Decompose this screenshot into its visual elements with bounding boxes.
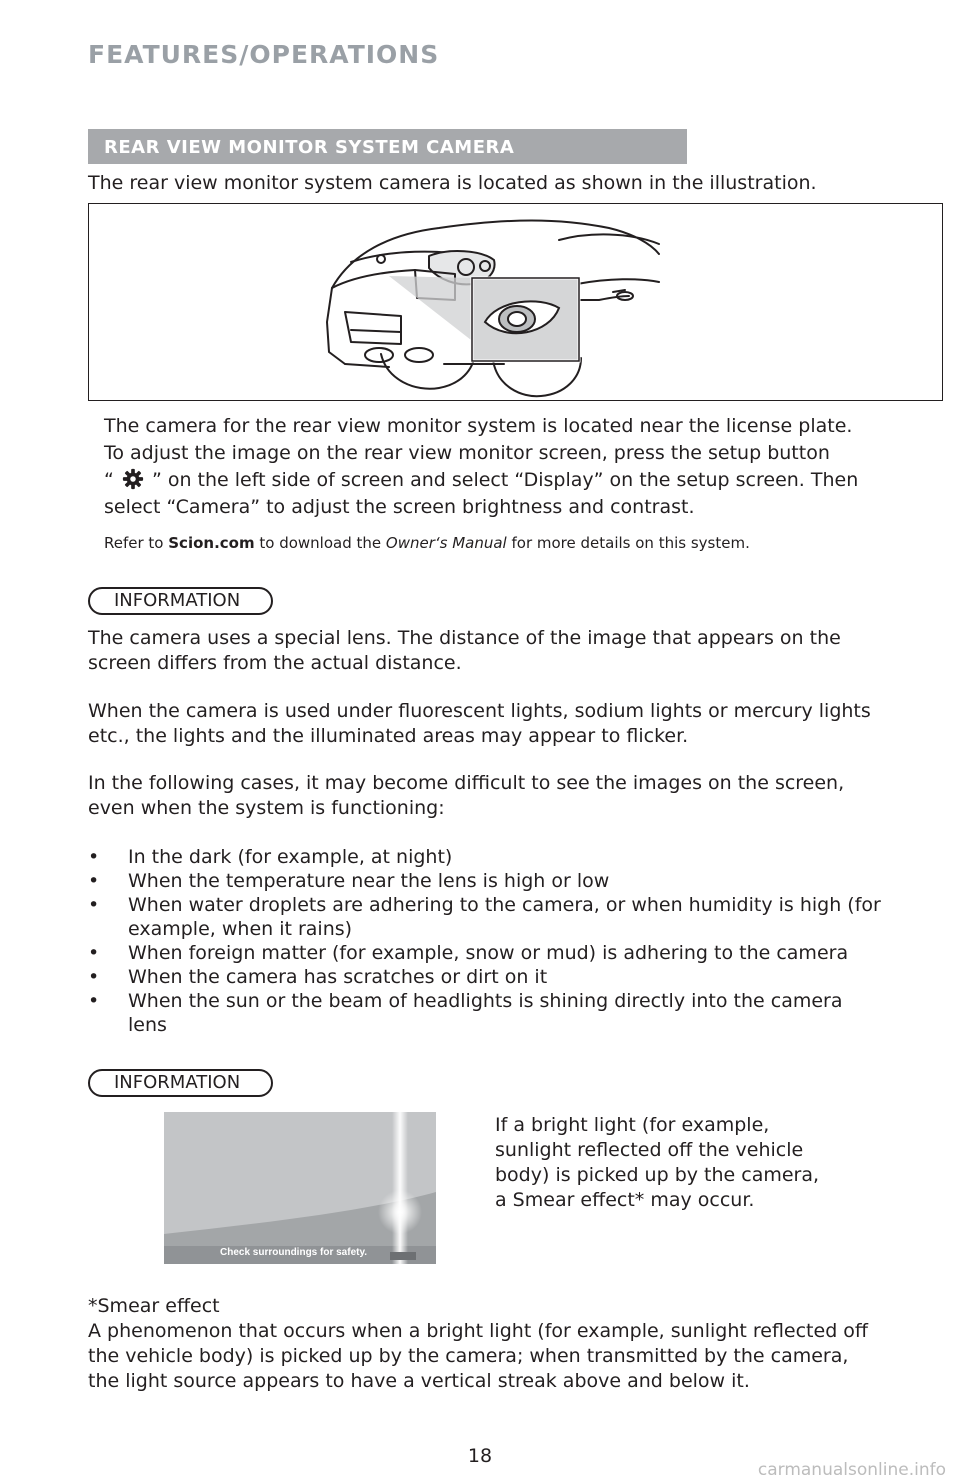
list-item: • When the sun or the beam of headlights is shining directly into the camera lens xyxy=(86,989,886,1037)
information-label-1: INFORMATION xyxy=(88,587,273,615)
info2-text-line2: sunlight reflected off the vehicle xyxy=(495,1139,804,1161)
footnote-line3: the light source appears to have a vertical streak above and below it. xyxy=(88,1370,750,1392)
list-item: • When foreign matter (for example, snow or mud) is adhering to the camera xyxy=(86,941,886,965)
refer-note xyxy=(104,533,750,553)
info1-p2-line2: etc., the lights and the illuminated areas may appear to flicker. xyxy=(88,725,689,747)
info1-p1-line2: screen differs from the actual distance. xyxy=(88,652,462,674)
owners-manual-title: Owner‘s Manual xyxy=(385,534,507,552)
car-rear-illustration xyxy=(89,204,944,402)
open-quote: “ xyxy=(104,469,114,491)
section-bar-title: REAR VIEW MONITOR SYSTEM CAMERA xyxy=(104,137,515,158)
footnote-line2: the vehicle body) is picked up by the camera; when transmitted by the camera, xyxy=(88,1345,849,1367)
info1-p3-line2: even when the system is functioning: xyxy=(88,797,445,819)
watermark: carmanualsonline.info xyxy=(757,1460,946,1480)
camera-para-line1: The camera for the rear view monitor system is located near the license plate. xyxy=(104,415,853,437)
info2-text-line4: a Smear effect* may occur. xyxy=(495,1189,755,1211)
info2-text-line3: body) is picked up by the camera, xyxy=(495,1164,820,1186)
camera-para-line3-text: ” on the left side of screen and select “Display” on the setup screen. Then xyxy=(151,469,859,491)
monitor-screen-illustration xyxy=(164,1112,436,1264)
camera-para-line4: select “Camera” to adjust the screen brightness and contrast. xyxy=(104,496,695,518)
page-number: 18 xyxy=(467,1445,493,1467)
camera-illustration xyxy=(88,203,943,401)
list-item: • When the camera has scratches or dirt on it xyxy=(86,965,886,989)
camera-para-line2: To adjust the image on the rear view monitor screen, press the setup button xyxy=(104,442,830,464)
page-header: FEATURES/OPERATIONS xyxy=(88,40,440,69)
screen-caption: Check surroundings for safety. xyxy=(220,1247,368,1258)
intro-text: The rear view monitor system camera is located as shown in the illustration. xyxy=(88,172,817,194)
info1-p1-line1: The camera uses a special lens. The distance of the image that appears on the xyxy=(88,627,841,649)
gear-icon xyxy=(122,468,144,490)
information-label-2: INFORMATION xyxy=(88,1069,273,1097)
info1-p2-line1: When the camera is used under fluorescent lights, sodium lights or mercury lights xyxy=(88,700,871,722)
scion-link[interactable]: Scion.com xyxy=(168,534,255,552)
refer-suffix: for more details on this system. xyxy=(506,534,750,552)
refer-prefix: Refer to xyxy=(104,534,169,552)
info1-p3-line1: In the following cases, it may become difficult to see the images on the screen, xyxy=(88,772,845,794)
section-bar xyxy=(88,129,687,164)
footnote-line1: A phenomenon that occurs when a bright light (for example, sunlight reflected off xyxy=(88,1320,869,1342)
list-item: • In the dark (for example, at night) xyxy=(86,845,886,869)
footnote-title: *Smear effect xyxy=(88,1295,220,1317)
info2-text-line1: If a bright light (for example, xyxy=(495,1114,770,1136)
conditions-list xyxy=(86,845,886,1037)
smear-effect-screen-image xyxy=(164,1112,436,1264)
list-item: • When water droplets are adhering to the camera, or when humidity is high (for example, when it rains) xyxy=(86,893,886,941)
list-item: • When the temperature near the lens is high or low xyxy=(86,869,886,893)
refer-middle: to download the xyxy=(254,534,386,552)
camera-para-line3 xyxy=(104,468,858,493)
